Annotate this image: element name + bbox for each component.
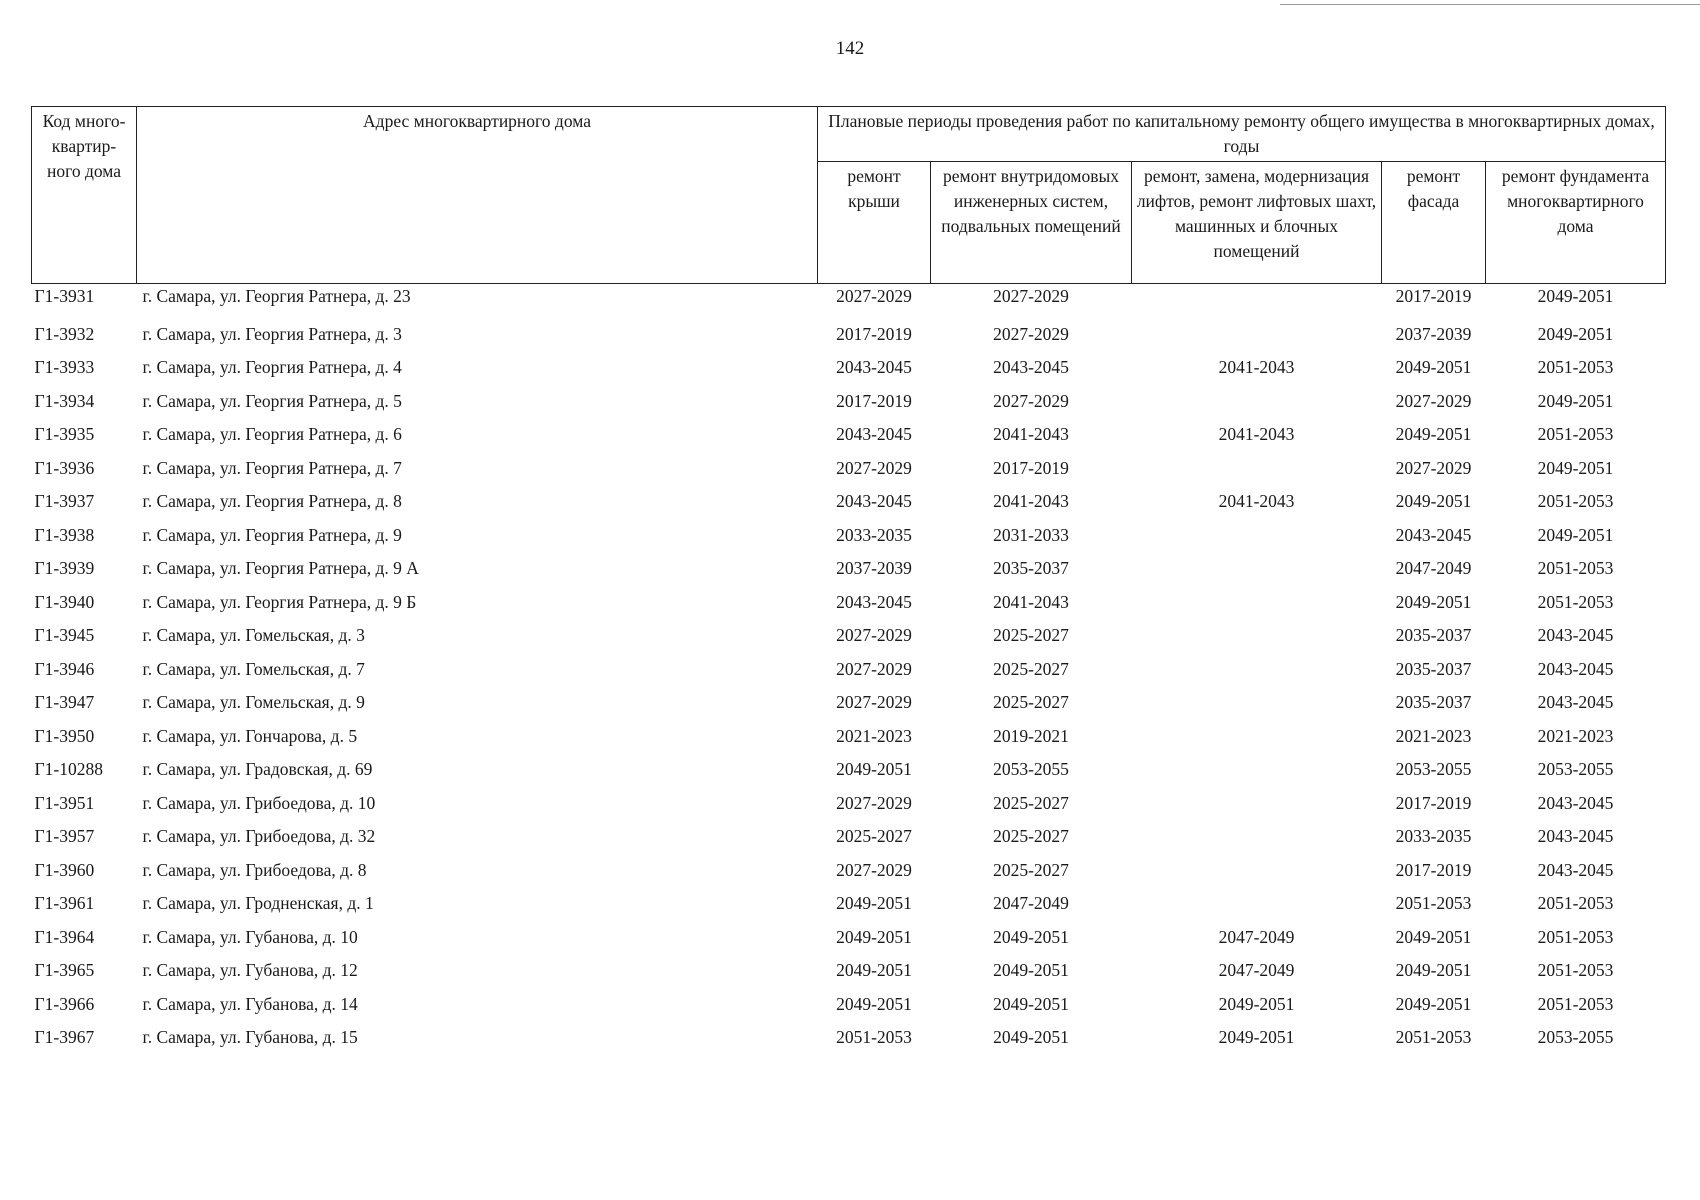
cell-address: г. Самара, ул. Гончарова, д. 5 [142,725,358,746]
cell-facade: 2027-2029 [1395,390,1472,411]
cell-facade: 2035-2037 [1395,625,1472,646]
cell-foundation: 2049-2051 [1537,390,1614,411]
cell-address: г. Самара, ул. Георгия Ратнера, д. 8 [142,491,402,512]
cell-roof: 2027-2029 [836,658,912,679]
cell-elevators [1132,787,1382,821]
cell-roof: 2017-2019 [836,390,912,411]
cell-foundation: 2043-2045 [1537,625,1614,646]
table-row [32,485,1666,519]
table-row [32,820,1666,854]
cell-systems: 2049-2051 [993,1027,1069,1048]
cell-address: г. Самара, ул. Георгия Ратнера, д. 5 [142,390,402,411]
cell-facade: 2047-2049 [1395,558,1472,579]
cell-foundation: 2053-2055 [1537,1027,1614,1048]
cell-code: Г1-3961 [34,893,95,914]
cell-facade: 2049-2051 [1395,424,1472,445]
cell-code: Г1-3947 [34,692,95,713]
table-row [32,1021,1666,1055]
cell-elevators: 2047-2049 [1218,960,1295,981]
cell-address: г. Самара, ул. Грибоедова, д. 10 [142,792,376,813]
header-elevators: ремонт, замена, модернизация лифтов, ремонт лифтовых шахт, машинных и блочных помещений [1132,162,1382,284]
cell-code: Г1-3933 [34,357,95,378]
cell-code: Г1-3960 [34,859,95,880]
cell-elevators [1132,452,1382,486]
cell-systems: 2049-2051 [993,926,1069,947]
cell-roof: 2049-2051 [836,759,912,780]
cell-systems: 2025-2027 [993,826,1069,847]
cell-code: Г1-3945 [34,625,95,646]
cell-facade: 2049-2051 [1395,591,1472,612]
table-row [32,988,1666,1022]
cell-address: г. Самара, ул. Губанова, д. 14 [142,993,358,1014]
cell-foundation: 2051-2053 [1537,993,1614,1014]
table-row [32,318,1666,352]
cell-foundation: 2051-2053 [1537,926,1614,947]
cell-address: г. Самара, ул. Градовская, д. 69 [142,759,373,780]
table-row [32,519,1666,553]
cell-address: г. Самара, ул. Губанова, д. 15 [142,1027,358,1048]
cell-foundation: 2051-2053 [1537,960,1614,981]
cell-elevators [1132,720,1382,754]
header-foundation: ремонт фундамента многоквартирного дома [1486,162,1666,284]
cell-elevators [1132,552,1382,586]
cell-roof: 2021-2023 [836,725,912,746]
cell-elevators: 2041-2043 [1218,424,1295,445]
cell-roof: 2037-2039 [836,558,912,579]
table-row [32,887,1666,921]
cell-systems: 2049-2051 [993,993,1069,1014]
table-body [32,284,1666,1055]
header-code: Код много-квартир-ного дома [32,107,137,284]
cell-systems: 2027-2029 [993,286,1069,306]
cell-address: г. Самара, ул. Георгия Ратнера, д. 23 [142,286,411,306]
cell-code: Г1-3936 [34,457,95,478]
cell-roof: 2049-2051 [836,926,912,947]
cell-systems: 2035-2037 [993,558,1069,579]
cell-roof: 2043-2045 [836,424,912,445]
table-row [32,284,1666,318]
cell-foundation: 2021-2023 [1537,725,1614,746]
cell-foundation: 2043-2045 [1537,692,1614,713]
cell-code: Г1-3932 [34,323,95,344]
cell-systems: 2025-2027 [993,658,1069,679]
cell-elevators [1132,686,1382,720]
cell-systems: 2025-2027 [993,859,1069,880]
cell-code: Г1-3965 [34,960,95,981]
cell-code: Г1-10288 [34,759,103,780]
cell-elevators [1132,820,1382,854]
cell-elevators: 2049-2051 [1218,1027,1295,1048]
cell-systems: 2027-2029 [993,323,1069,344]
cell-foundation: 2043-2045 [1537,792,1614,813]
cell-code: Г1-3957 [34,826,95,847]
cell-elevators: 2047-2049 [1218,926,1295,947]
cell-foundation: 2051-2053 [1537,357,1614,378]
cell-systems: 2027-2029 [993,390,1069,411]
header-systems: ремонт внутридомовых инженерных систем, подвальных помещений [931,162,1132,284]
cell-code: Г1-3964 [34,926,95,947]
table-row [32,619,1666,653]
table-row [32,854,1666,888]
cell-address: г. Самара, ул. Гомельская, д. 7 [142,658,365,679]
cell-facade: 2043-2045 [1395,524,1472,545]
table-row [32,351,1666,385]
cell-code: Г1-3951 [34,792,95,813]
cell-address: г. Самара, ул. Грибоедова, д. 8 [142,859,367,880]
cell-systems: 2043-2045 [993,357,1069,378]
cell-address: г. Самара, ул. Губанова, д. 10 [142,926,358,947]
cell-address: г. Самара, ул. Грибоедова, д. 32 [142,826,376,847]
table-row [32,653,1666,687]
cell-address: г. Самара, ул. Гродненская, д. 1 [142,893,374,914]
cell-elevators [1132,385,1382,419]
cell-facade: 2035-2037 [1395,692,1472,713]
cell-code: Г1-3946 [34,658,95,679]
table-row [32,921,1666,955]
cell-roof: 2027-2029 [836,792,912,813]
cell-systems: 2025-2027 [993,625,1069,646]
cell-elevators: 2049-2051 [1218,993,1295,1014]
cell-foundation: 2051-2053 [1537,591,1614,612]
cell-roof: 2043-2045 [836,591,912,612]
cell-elevators [1132,653,1382,687]
cell-code: Г1-3940 [34,591,95,612]
cell-elevators [1132,284,1382,318]
cell-elevators [1132,586,1382,620]
table-row [32,418,1666,452]
cell-roof: 2027-2029 [836,286,912,306]
table-row [32,720,1666,754]
cell-facade: 2033-2035 [1395,826,1472,847]
cell-systems: 2017-2019 [993,457,1069,478]
cell-facade: 2017-2019 [1395,859,1472,880]
cell-roof: 2033-2035 [836,524,912,545]
cell-systems: 2041-2043 [993,491,1069,512]
cell-facade: 2035-2037 [1395,658,1472,679]
cell-foundation: 2043-2045 [1537,859,1614,880]
cell-address: г. Самара, ул. Георгия Ратнера, д. 6 [142,424,402,445]
cell-systems: 2053-2055 [993,759,1069,780]
cell-code: Г1-3966 [34,993,95,1014]
cell-foundation: 2051-2053 [1537,893,1614,914]
cell-facade: 2027-2029 [1395,457,1472,478]
cell-foundation: 2051-2053 [1537,491,1614,512]
cell-roof: 2049-2051 [836,993,912,1014]
cell-facade: 2051-2053 [1395,893,1472,914]
cell-address: г. Самара, ул. Георгия Ратнера, д. 9 Б [142,591,417,612]
cell-facade: 2037-2039 [1395,323,1472,344]
cell-foundation: 2049-2051 [1537,323,1614,344]
cell-facade: 2017-2019 [1395,792,1472,813]
header-facade: ремонт фасада [1382,162,1486,284]
cell-roof: 2017-2019 [836,323,912,344]
cell-code: Г1-3938 [34,524,95,545]
cell-roof: 2049-2051 [836,893,912,914]
cell-facade: 2049-2051 [1395,357,1472,378]
cell-elevators: 2041-2043 [1218,357,1295,378]
cell-roof: 2043-2045 [836,357,912,378]
cell-address: г. Самара, ул. Георгия Ратнера, д. 9 [142,524,402,545]
cell-systems: 2019-2021 [993,725,1069,746]
table-row [32,552,1666,586]
cell-foundation: 2053-2055 [1537,759,1614,780]
cell-systems: 2041-2043 [993,424,1069,445]
cell-systems: 2041-2043 [993,591,1069,612]
cell-facade: 2051-2053 [1395,1027,1472,1048]
cell-elevators [1132,854,1382,888]
table-row [32,452,1666,486]
cell-elevators [1132,318,1382,352]
cell-address: г. Самара, ул. Георгия Ратнера, д. 3 [142,323,402,344]
cell-systems: 2025-2027 [993,792,1069,813]
cell-foundation: 2051-2053 [1537,424,1614,445]
cell-roof: 2027-2029 [836,692,912,713]
cell-systems: 2049-2051 [993,960,1069,981]
cell-code: Г1-3950 [34,725,95,746]
cell-facade: 2049-2051 [1395,926,1472,947]
cell-roof: 2027-2029 [836,859,912,880]
cell-roof: 2051-2053 [836,1027,912,1048]
cell-facade: 2049-2051 [1395,491,1472,512]
cell-roof: 2049-2051 [836,960,912,981]
cell-code: Г1-3937 [34,491,95,512]
table-row [32,787,1666,821]
cell-foundation: 2051-2053 [1537,558,1614,579]
cell-facade: 2021-2023 [1395,725,1472,746]
cell-facade: 2053-2055 [1395,759,1472,780]
cell-facade: 2049-2051 [1395,960,1472,981]
cell-code: Г1-3967 [34,1027,95,1048]
cell-roof: 2025-2027 [836,826,912,847]
cell-elevators [1132,753,1382,787]
cell-address: г. Самара, ул. Губанова, д. 12 [142,960,358,981]
cell-foundation: 2043-2045 [1537,826,1614,847]
table-row [32,586,1666,620]
cell-foundation: 2049-2051 [1537,524,1614,545]
cell-elevators [1132,887,1382,921]
cell-systems: 2031-2033 [993,524,1069,545]
cell-foundation: 2049-2051 [1537,286,1614,306]
cell-code: Г1-3939 [34,558,95,579]
cell-elevators: 2041-2043 [1218,491,1295,512]
table-row [32,753,1666,787]
cell-elevators [1132,619,1382,653]
page-number: 142 [835,38,865,59]
header-address: Адрес многоквартирного дома [137,107,818,284]
cell-address: г. Самара, ул. Гомельская, д. 9 [142,692,365,713]
cell-address: г. Самара, ул. Гомельская, д. 3 [142,625,365,646]
cell-roof: 2043-2045 [836,491,912,512]
cell-address: г. Самара, ул. Георгия Ратнера, д. 7 [142,457,402,478]
cell-address: г. Самара, ул. Георгия Ратнера, д. 9 А [142,558,419,579]
cell-roof: 2027-2029 [836,457,912,478]
cell-systems: 2047-2049 [993,893,1069,914]
header-row-group [32,107,1666,162]
cell-foundation: 2043-2045 [1537,658,1614,679]
table-row [32,954,1666,988]
cell-facade: 2049-2051 [1395,993,1472,1014]
cell-foundation: 2049-2051 [1537,457,1614,478]
cell-code: Г1-3935 [34,424,95,445]
cell-elevators [1132,519,1382,553]
cell-address: г. Самара, ул. Георгия Ратнера, д. 4 [142,357,402,378]
scan-edge-line [1280,4,1700,5]
cell-roof: 2027-2029 [836,625,912,646]
table-row [32,686,1666,720]
table-row [32,385,1666,419]
capital-repair-table [31,106,1666,1055]
cell-code: Г1-3931 [34,286,95,306]
cell-facade: 2017-2019 [1395,286,1472,306]
cell-systems: 2025-2027 [993,692,1069,713]
header-roof: ремонт крыши [818,162,931,284]
cell-code: Г1-3934 [34,390,95,411]
header-periods-group: Плановые периоды проведения работ по капитальному ремонту общего имущества в многоквартирных домах, годы [818,107,1666,162]
